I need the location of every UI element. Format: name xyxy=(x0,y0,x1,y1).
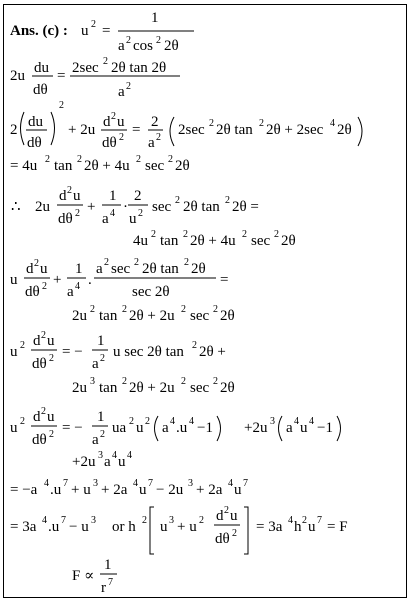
svg-text:2: 2 xyxy=(59,100,64,111)
svg-text:2θ: 2θ xyxy=(191,261,206,277)
svg-text:2θ =: 2θ = xyxy=(232,199,259,215)
svg-text:sec: sec xyxy=(111,261,131,277)
svg-text:d: d xyxy=(103,114,111,130)
svg-text:7: 7 xyxy=(317,515,322,526)
svg-text:+ 2u: + 2u xyxy=(68,122,96,138)
svg-text:2: 2 xyxy=(103,56,108,67)
svg-text:d: d xyxy=(33,333,41,349)
svg-text:.u: .u xyxy=(50,482,62,498)
svg-text:a: a xyxy=(104,454,111,470)
svg-text:2: 2 xyxy=(156,132,161,143)
svg-text:4: 4 xyxy=(228,478,233,489)
svg-text:+ 2a: + 2a xyxy=(101,482,128,498)
svg-text:+: + xyxy=(87,199,96,215)
svg-text:+2u: +2u xyxy=(72,454,96,470)
svg-text:= 3a: = 3a xyxy=(10,519,37,535)
svg-text:tan: tan xyxy=(99,380,118,396)
svg-text:dθ: dθ xyxy=(32,356,47,372)
svg-text:2: 2 xyxy=(77,154,82,165)
svg-text:dθ: dθ xyxy=(33,82,48,98)
svg-text:1: 1 xyxy=(75,261,83,277)
svg-text:3: 3 xyxy=(91,515,96,526)
svg-text:dθ: dθ xyxy=(58,211,73,227)
svg-text:sec: sec xyxy=(190,380,210,396)
svg-text:2: 2 xyxy=(20,340,25,351)
svg-text:=: = xyxy=(57,68,66,84)
svg-text:= 3a: = 3a xyxy=(256,519,283,535)
svg-text:3: 3 xyxy=(93,478,98,489)
svg-text:2: 2 xyxy=(49,353,54,364)
svg-text:2u: 2u xyxy=(10,68,25,84)
svg-text:7: 7 xyxy=(63,478,68,489)
svg-text:2: 2 xyxy=(242,229,247,240)
svg-text:− u: − u xyxy=(69,519,89,535)
svg-text:u: u xyxy=(10,420,18,436)
svg-text:7: 7 xyxy=(148,478,153,489)
svg-text:u: u xyxy=(300,420,308,436)
svg-text:sec: sec xyxy=(145,158,165,174)
svg-text:2θ tan: 2θ tan xyxy=(216,122,253,138)
svg-text:2: 2 xyxy=(111,111,116,122)
svg-text:2: 2 xyxy=(34,258,39,269)
svg-text:2: 2 xyxy=(126,81,131,92)
svg-text:2θ: 2θ xyxy=(281,233,296,249)
svg-text:4: 4 xyxy=(133,478,138,489)
svg-text:2: 2 xyxy=(126,35,131,46)
svg-text:sec: sec xyxy=(152,199,172,215)
svg-text:2θ + 2u: 2θ + 2u xyxy=(129,380,175,396)
svg-text:1: 1 xyxy=(97,333,105,349)
svg-text:4: 4 xyxy=(127,450,132,461)
svg-text:2: 2 xyxy=(10,122,18,138)
svg-text:d: d xyxy=(59,188,67,204)
svg-text:4: 4 xyxy=(170,416,175,427)
svg-text:2: 2 xyxy=(274,229,279,240)
step-8 xyxy=(10,406,341,470)
svg-text:2sec: 2sec xyxy=(72,60,99,76)
svg-text:4: 4 xyxy=(42,515,47,526)
step-9 xyxy=(10,478,248,498)
svg-text:cos: cos xyxy=(133,38,153,54)
svg-text:h: h xyxy=(294,519,302,535)
svg-text:2sec: 2sec xyxy=(178,122,205,138)
svg-text:7: 7 xyxy=(108,577,113,588)
svg-text:d: d xyxy=(216,508,224,524)
svg-text:1: 1 xyxy=(104,557,112,573)
svg-text:4: 4 xyxy=(110,208,115,219)
svg-text:2θ +: 2θ + xyxy=(199,344,226,360)
svg-text:2: 2 xyxy=(122,304,127,315)
step-2 xyxy=(10,56,180,100)
svg-text:= F: = F xyxy=(327,519,348,535)
svg-text:2: 2 xyxy=(142,515,147,526)
svg-text:2: 2 xyxy=(134,257,139,268)
svg-text:a: a xyxy=(162,420,169,436)
svg-text:4: 4 xyxy=(330,118,335,129)
svg-text:dθ: dθ xyxy=(32,432,47,448)
svg-text:2θ: 2θ xyxy=(164,38,179,54)
svg-text:a: a xyxy=(102,211,109,227)
svg-text:2θ: 2θ xyxy=(220,308,235,324)
svg-text:u: u xyxy=(10,344,18,360)
svg-text:2: 2 xyxy=(302,515,307,526)
svg-text:2θ: 2θ xyxy=(337,122,352,138)
svg-text:4u: 4u xyxy=(133,233,148,249)
svg-text:2: 2 xyxy=(104,257,109,268)
svg-text:a: a xyxy=(92,432,99,448)
svg-text:3: 3 xyxy=(169,515,174,526)
svg-text:2u: 2u xyxy=(72,380,87,396)
svg-text:2: 2 xyxy=(209,118,214,129)
svg-text:7: 7 xyxy=(243,478,248,489)
svg-text:= −a: = −a xyxy=(10,482,38,498)
svg-text:dθ: dθ xyxy=(25,284,40,300)
svg-text:2: 2 xyxy=(151,229,156,240)
svg-text:2θ tan: 2θ tan xyxy=(183,199,220,215)
svg-text:2: 2 xyxy=(151,114,159,130)
svg-text:− 2u: − 2u xyxy=(156,482,184,498)
svg-text:2: 2 xyxy=(119,132,124,143)
svg-text:2: 2 xyxy=(213,376,218,387)
svg-text:4: 4 xyxy=(309,416,314,427)
svg-text:=: = xyxy=(102,23,111,39)
svg-text:u: u xyxy=(139,482,147,498)
svg-text:u sec 2θ tan: u sec 2θ tan xyxy=(113,344,184,360)
svg-text:2θ + 2sec: 2θ + 2sec xyxy=(266,122,324,138)
svg-text:2: 2 xyxy=(75,208,80,219)
svg-text:+2u: +2u xyxy=(244,420,268,436)
svg-text:7: 7 xyxy=(61,515,66,526)
svg-text:2: 2 xyxy=(192,340,197,351)
svg-text:u: u xyxy=(136,420,144,436)
svg-text:+ u: + u xyxy=(177,519,197,535)
svg-text:2: 2 xyxy=(225,195,230,206)
svg-text:2: 2 xyxy=(259,118,264,129)
svg-text:2: 2 xyxy=(45,154,50,165)
svg-text:4: 4 xyxy=(189,416,194,427)
svg-text:u: u xyxy=(47,409,55,425)
svg-text:d: d xyxy=(33,409,41,425)
svg-text:2: 2 xyxy=(168,154,173,165)
svg-text:1: 1 xyxy=(151,10,159,26)
svg-text:= −: = − xyxy=(62,344,83,360)
svg-text:2: 2 xyxy=(184,257,189,268)
svg-text:u: u xyxy=(10,272,18,288)
svg-text:2: 2 xyxy=(100,353,105,364)
svg-text:a: a xyxy=(118,84,125,100)
svg-text:+ 2a: + 2a xyxy=(196,482,223,498)
svg-text:dθ: dθ xyxy=(215,531,230,547)
svg-text:sec 2θ: sec 2θ xyxy=(132,284,170,300)
svg-text:2: 2 xyxy=(175,195,180,206)
svg-text:2θ + 4u: 2θ + 4u xyxy=(84,158,130,174)
svg-text:2θ tan: 2θ tan xyxy=(142,261,179,277)
svg-text:2: 2 xyxy=(49,429,54,440)
svg-text:u: u xyxy=(47,333,55,349)
svg-text:+ u: + u xyxy=(71,482,91,498)
svg-text:2: 2 xyxy=(41,330,46,341)
svg-text:.u: .u xyxy=(176,420,188,436)
svg-text:−1: −1 xyxy=(317,420,333,436)
svg-text:u: u xyxy=(117,114,125,130)
svg-text:sec: sec xyxy=(190,308,210,324)
svg-text:4: 4 xyxy=(44,478,49,489)
svg-text:4: 4 xyxy=(294,416,299,427)
svg-text:=: = xyxy=(132,122,141,138)
answer-label: Ans. (c) : xyxy=(10,23,68,39)
step-10 xyxy=(10,505,348,554)
svg-text:2: 2 xyxy=(156,35,161,46)
svg-text:+: + xyxy=(53,272,62,288)
svg-text:2: 2 xyxy=(199,515,204,526)
svg-text:a: a xyxy=(286,420,293,436)
svg-text:3: 3 xyxy=(188,478,193,489)
svg-text:2θ tan 2θ: 2θ tan 2θ xyxy=(111,60,167,76)
step-4 xyxy=(10,154,190,174)
svg-text:u: u xyxy=(81,23,89,39)
svg-text:2u: 2u xyxy=(35,199,50,215)
svg-text:2: 2 xyxy=(145,416,150,427)
svg-text:a: a xyxy=(92,356,99,372)
svg-text:tan: tan xyxy=(99,308,118,324)
step-3 xyxy=(10,100,362,151)
svg-text:u: u xyxy=(118,454,126,470)
svg-text:a: a xyxy=(67,284,74,300)
svg-text:2θ: 2θ xyxy=(175,158,190,174)
svg-text:2: 2 xyxy=(67,185,72,196)
svg-text:2: 2 xyxy=(20,416,25,427)
svg-text:tan: tan xyxy=(160,233,179,249)
svg-text:2: 2 xyxy=(42,281,47,292)
svg-text:u: u xyxy=(308,519,316,535)
svg-text:3: 3 xyxy=(270,416,275,427)
svg-text:2: 2 xyxy=(183,229,188,240)
svg-text:u: u xyxy=(230,508,238,524)
svg-text:∴: ∴ xyxy=(11,199,21,215)
svg-text:2: 2 xyxy=(181,376,186,387)
svg-text:u: u xyxy=(160,519,168,535)
svg-text:= 4u: = 4u xyxy=(10,158,38,174)
svg-text:2θ + 2u: 2θ + 2u xyxy=(129,308,175,324)
svg-text:2: 2 xyxy=(136,154,141,165)
step-1 xyxy=(81,10,194,54)
svg-text:2: 2 xyxy=(224,505,229,516)
svg-text:a: a xyxy=(96,261,103,277)
step-11 xyxy=(72,557,117,596)
svg-text:sec: sec xyxy=(251,233,271,249)
svg-text:1: 1 xyxy=(97,409,105,425)
svg-text:2: 2 xyxy=(213,304,218,315)
svg-text:u: u xyxy=(234,482,242,498)
svg-text:dθ: dθ xyxy=(27,135,42,151)
svg-text:−1: −1 xyxy=(197,420,213,436)
svg-text:2: 2 xyxy=(91,19,96,30)
svg-text:4: 4 xyxy=(75,281,80,292)
svg-text:u: u xyxy=(73,188,81,204)
svg-text:du: du xyxy=(28,114,43,130)
svg-text:2θ + 4u: 2θ + 4u xyxy=(190,233,236,249)
svg-text:2: 2 xyxy=(138,208,143,219)
svg-text:2u: 2u xyxy=(72,308,87,324)
svg-text:u: u xyxy=(129,211,137,227)
svg-text:dθ: dθ xyxy=(102,135,117,151)
svg-text:2: 2 xyxy=(90,304,95,315)
step-5 xyxy=(11,185,296,249)
svg-text:2θ: 2θ xyxy=(220,380,235,396)
svg-text:or h: or h xyxy=(112,519,136,535)
svg-text:u: u xyxy=(40,261,48,277)
svg-text:4: 4 xyxy=(112,450,117,461)
svg-text:2: 2 xyxy=(100,429,105,440)
svg-text:a: a xyxy=(118,38,125,54)
svg-text:·: · xyxy=(123,199,128,215)
svg-text:F ∝: F ∝ xyxy=(72,568,95,584)
svg-text:2: 2 xyxy=(134,188,142,204)
svg-text:.: . xyxy=(88,272,92,288)
svg-text:2: 2 xyxy=(122,376,127,387)
svg-text:r: r xyxy=(101,580,106,596)
svg-text:d: d xyxy=(26,261,34,277)
step-6 xyxy=(10,257,235,324)
svg-text:=: = xyxy=(220,272,229,288)
svg-text:.u: .u xyxy=(48,519,60,535)
svg-text:2: 2 xyxy=(129,416,134,427)
svg-text:2: 2 xyxy=(181,304,186,315)
svg-text:4: 4 xyxy=(288,515,293,526)
svg-text:= −: = − xyxy=(62,420,83,436)
svg-text:3: 3 xyxy=(98,450,103,461)
svg-text:a: a xyxy=(148,135,155,151)
svg-text:ua: ua xyxy=(112,420,127,436)
svg-text:du: du xyxy=(34,60,49,76)
svg-text:3: 3 xyxy=(90,376,95,387)
svg-text:2: 2 xyxy=(232,528,237,539)
svg-text:2: 2 xyxy=(41,406,46,417)
step-7 xyxy=(10,330,235,396)
svg-text:tan: tan xyxy=(54,158,73,174)
svg-text:1: 1 xyxy=(109,188,117,204)
